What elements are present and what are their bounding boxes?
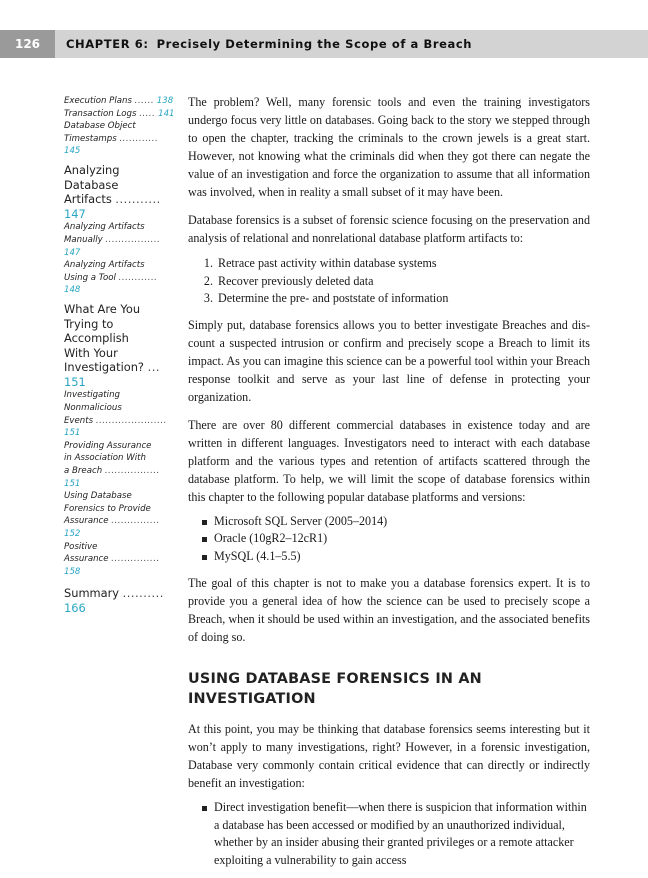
toc-entry-title: Transaction Logs: [64, 108, 137, 119]
toc-entry[interactable]: [64, 346, 176, 361]
list-item: Microsoft SQL Server (2005–2014): [202, 513, 590, 531]
main-text: [188, 93, 590, 878]
numbered-list: [188, 255, 590, 308]
chapter-title: [64, 30, 472, 58]
list-item: 1. Retrace past activity within database systems: [216, 255, 590, 273]
toc-subentry[interactable]: [64, 541, 176, 554]
toc-entry-title: Using a Tool: [64, 272, 116, 283]
toc-entry-title: Assurance: [64, 516, 109, 527]
list-item: 3. Determine the pre- and poststate of information: [216, 290, 590, 308]
toc-leader-dots: ............: [118, 272, 158, 283]
toc-entry[interactable]: [64, 192, 176, 221]
toc-entry-title: Assurance: [64, 554, 109, 565]
toc-leader-dots: ......: [134, 96, 155, 106]
toc-leader-dots: ...............: [111, 554, 160, 565]
toc-subentry[interactable]: [64, 108, 176, 121]
toc-entry-title: in Association With: [64, 453, 146, 464]
toc-subentry[interactable]: [64, 133, 176, 158]
toc-page-number: 151: [64, 374, 86, 389]
toc-entry-title: Nonmalicious: [64, 403, 122, 414]
toc-entry-title: Execution Plans: [64, 96, 132, 106]
toc-entry[interactable]: [64, 317, 176, 332]
toc-leader-dots: ......................: [95, 415, 167, 426]
toc-subentry[interactable]: [64, 452, 176, 465]
toc-subentry[interactable]: [64, 95, 176, 108]
toc-entry-title: Analyzing Artifacts: [64, 222, 145, 233]
paragraph: The problem? Well, many forensic tools and even the training investigators undergo focus very little on databases. Going back to the story we stepped through to open the chapter, tracking the criminals to the crown jewels is a great start. However, not knowing what the criminals did when they got there can negate the value of an investigation and force the organization to assume that all information was involved, when in reality a small subset of it may have been.: [188, 95, 590, 199]
toc-entry-title: Investigation?: [64, 360, 144, 375]
toc-entry-title: a Breach: [64, 466, 103, 477]
paragraph: There are over 80 different commercial databases in existence today and are written in different languages. Investigators need to interact with each database platform and the various types and retention of artifacts scattered through the database platform. To help, we will limit the scope of database forensics within this chapter to the following popular database platforms and versions:: [188, 417, 590, 504]
benefit-list: [188, 799, 590, 869]
toc-leader-dots: ...............: [111, 516, 160, 527]
toc-page-number: 138: [156, 96, 174, 106]
toc-page-number: 141: [158, 108, 175, 119]
toc-page-number: 152: [64, 529, 81, 539]
toc-subentry[interactable]: [64, 234, 176, 259]
toc-leader-dots: ............: [119, 133, 159, 144]
toc-entry-title: Trying to: [64, 316, 114, 331]
toc-subentry[interactable]: [64, 440, 176, 453]
toc-entry-title: Database Object: [64, 121, 136, 132]
toc-entry-title: Summary: [64, 586, 120, 601]
toc-entry-title: Investigating: [64, 390, 120, 401]
toc-subentry[interactable]: [64, 120, 176, 133]
chapter-label: CHAPTER 6:: [66, 37, 149, 51]
section-heading: USING DATABASE FORENSICS IN AN INVESTIGATION: [188, 671, 482, 707]
toc-subentry[interactable]: [64, 515, 176, 540]
running-header: [0, 30, 648, 58]
toc-entry-title: Using Database: [64, 491, 132, 502]
toc-entry[interactable]: [64, 586, 176, 615]
toc-subentry[interactable]: [64, 553, 176, 578]
toc-page-number: 151: [64, 478, 81, 489]
toc-leader-dots: ..........: [122, 586, 164, 601]
toc-entry-title: What Are You: [64, 301, 141, 316]
toc-entry-title: Analyzing Artifacts: [64, 260, 145, 271]
toc-entry-title: Accomplish: [64, 331, 129, 346]
paragraph: Simply put, database forensics allows you to better investigate Breaches and discount a suspected intrusion or confirm and precisely scope a Breach to limit its impact. As you can imagine this science can be a powerful tool within your Breach response toolkit and serve as your last line of defense in protecting your organization.: [188, 317, 590, 404]
toc-page-number: 151: [64, 428, 81, 439]
page-number: 126: [0, 30, 55, 58]
toc-subentry[interactable]: [64, 259, 176, 272]
toc-subentry[interactable]: [64, 402, 176, 415]
toc-page-number: 166: [64, 600, 86, 615]
platform-list: [188, 513, 590, 566]
paragraph: Database forensics is a subset of forensic science focusing on the preservation and analysis of relational and nonrelational database platform artifacts to:: [188, 213, 590, 245]
toc-entry-title: Artifacts: [64, 192, 112, 207]
toc-leader-dots: ...: [147, 360, 160, 375]
toc-subentry[interactable]: [64, 415, 176, 440]
toc-page-number: 148: [64, 285, 81, 296]
list-item: Direct investigation benefit—when there is suspicion that information within a database has been accessed or modified by an unauthorized individual, whether by an insider abusing their granted privileges or a remote attacker exploiting a vulnerability to gain access: [202, 799, 590, 869]
toc-leader-dots: ...........: [115, 192, 161, 207]
toc-page-number: 147: [64, 247, 81, 258]
toc-leader-dots: .....: [139, 108, 156, 119]
toc-page-number: 147: [64, 206, 86, 221]
toc-entry[interactable]: [64, 331, 176, 346]
list-item: Oracle (10gR2–12cR1): [202, 530, 590, 548]
list-item: MySQL (4.1–5.5): [202, 548, 590, 566]
toc-subentry[interactable]: [64, 272, 176, 297]
toc-subentry[interactable]: [64, 503, 176, 516]
toc-entry-title: Analyzing Database: [64, 162, 120, 192]
toc-entry[interactable]: [64, 163, 176, 192]
toc-subentry[interactable]: [64, 389, 176, 402]
toc-entry-title: Events: [64, 415, 94, 426]
toc-entry-title: Timestamps: [64, 133, 117, 144]
paragraph: The goal of this chapter is not to make you a database forensics expert. It is to provide you a general idea of how the science can be used to precisely scope a Breach, when it should be used within an investigation, and the associated benefits of doing so.: [188, 576, 590, 644]
paragraph: At this point, you may be thinking that database forensics seems interesting but it won’t apply to many investigations, right? However, in a forensic investigation, Database very commonly contain critical evidence that can directly or indirectly benefit an investigation:: [188, 722, 590, 790]
toc-subentry[interactable]: [64, 465, 176, 490]
toc-subentry[interactable]: [64, 490, 176, 503]
toc-entry-title: Positive: [64, 541, 98, 552]
chapter-name: Precisely Determining the Scope of a Breach: [156, 37, 473, 51]
toc-entry-title: Forensics to Provide: [64, 503, 151, 514]
toc-leader-dots: .................: [104, 466, 160, 477]
toc-leader-dots: .................: [105, 234, 161, 245]
toc-entry-title: Providing Assurance: [64, 440, 152, 451]
list-item: 2. Recover previously deleted data: [216, 273, 590, 291]
toc-subentry[interactable]: [64, 221, 176, 234]
toc-page-number: 145: [64, 146, 81, 157]
toc-entry-title: Manually: [64, 234, 103, 245]
chapter-toc-sidebar: [64, 95, 176, 616]
toc-entry[interactable]: [64, 302, 176, 317]
toc-entry-title: With Your: [64, 345, 118, 360]
toc-entry[interactable]: [64, 360, 176, 389]
toc-page-number: 158: [64, 566, 81, 577]
